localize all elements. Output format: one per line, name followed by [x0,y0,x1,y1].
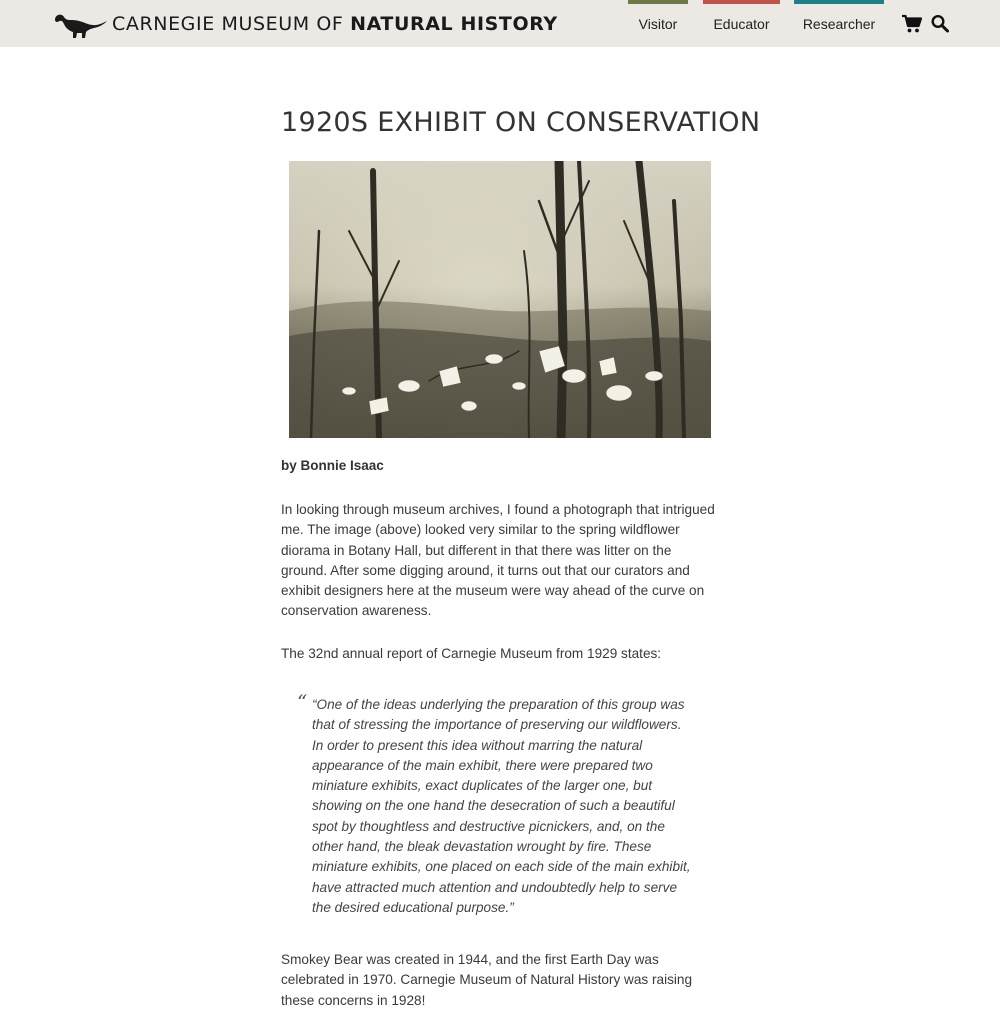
site-logo[interactable] [52,6,558,40]
nav-researcher-bar [794,0,884,4]
archive-photo [289,161,711,438]
nav-visitor[interactable] [628,0,688,47]
article-paragraph: In looking through museum archives, I found a photograph that intrigued me. The image (above) looked very similar to the spring wildflower diorama in Botany Hall, but different in that there was litter on the ground. After some digging around, it turns out that our curators and exhibit designers here at the museum were way ahead of the curve on conservation awareness. [281,502,715,619]
logo-text [112,13,558,34]
nav-educator-bar [703,0,780,4]
logo-text-bold: NATURAL HISTORY [350,12,558,35]
nav-researcher[interactable] [794,0,884,47]
article-paragraph: Smokey Bear was created in 1944, and the first Earth Day was celebrated in 1970. Carnegie Museum of Natural History was raising these concerns in 1928! [281,952,693,1008]
nav-educator-label: Educator [713,16,770,32]
dinosaur-logo-icon [52,8,108,38]
nav-educator[interactable] [703,0,780,47]
cart-icon[interactable] [901,13,923,35]
page-title: 1920S EXHIBIT ON CONSERVATION [281,107,761,138]
article-paragraph: The 32nd annual report of Carnegie Museum from 1929 states: [281,646,662,661]
blockquote: “One of the ideas underlying the preparation of this group was that of stressing the importance of preserving our wildflowers. In order to present this idea without marring the natural appearance of the main exhibit, there were prepared two miniature exhibits, exact duplicates of the larger one, but showing on the one hand the desecration of such a beautiful spot by thoughtless and destructive picnickers, and, on the other hand, the bleak devastation wrought by fire. These miniature exhibits, one placed on each side of the main exhibit, have attracted much attention and undoubtedly help to serve the desired educational purpose.” [312,697,691,915]
nav-visitor-bar [628,0,688,4]
diorama-photo-image [289,161,711,438]
quote-mark-icon: “ [297,690,308,714]
nav-researcher-label: Researcher [802,16,876,32]
search-icon[interactable] [930,13,952,35]
nav-visitor-label: Visitor [638,16,678,32]
logo-text-regular: CARNEGIE MUSEUM OF [112,12,351,35]
article-byline: by Bonnie Isaac [281,458,384,473]
site-header [0,0,1000,47]
